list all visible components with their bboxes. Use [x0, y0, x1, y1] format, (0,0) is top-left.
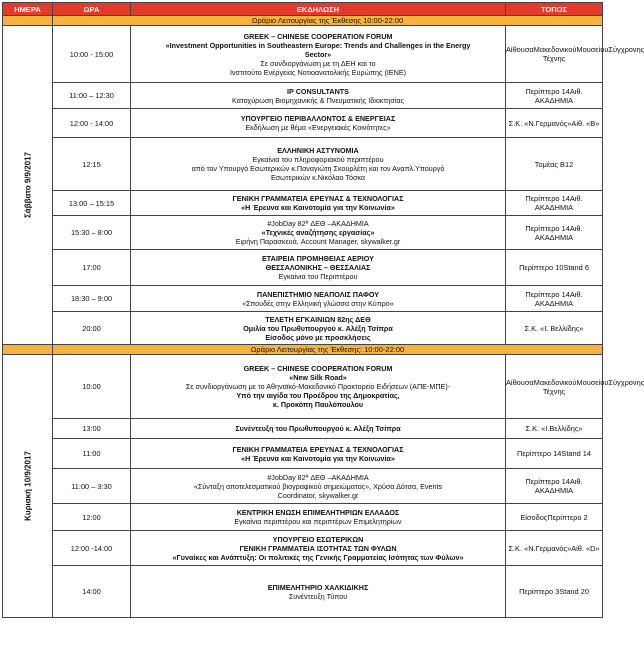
time-cell: 12:15 — [53, 138, 131, 191]
time-cell: 10:00 - 15:00 — [53, 26, 131, 83]
place-cell — [506, 109, 603, 138]
place-line: Μουσείου — [576, 45, 609, 54]
time-cell: 12:00 - 14:00 — [53, 109, 131, 138]
table-row — [3, 469, 603, 504]
place-cell — [506, 286, 603, 312]
place-cell — [506, 419, 603, 439]
time-cell: 18:30 – 9:00 — [53, 286, 131, 312]
place-line: Stand 6 — [563, 263, 589, 272]
header-row — [3, 3, 603, 16]
place-line: Σ.Κ. «Ν.Γερμανός» — [508, 118, 572, 128]
event-line: ΥΠΟΥΡΓΕΙΟ ΠΕΡΙΒΑΛΛΟΝΤΟΣ & ΕΝΕΡΓΕΙΑΣ — [240, 114, 396, 123]
event-cell — [131, 312, 506, 345]
place-line: Περίπτερο 14 — [517, 449, 562, 458]
day-cell — [3, 355, 53, 618]
event-line: Εγκαίνια του Περιπτέρου — [278, 272, 358, 281]
place-line: Stand 14 — [561, 449, 591, 458]
hours-banner: Ωράριο Λειτουργίας της Έκθεσης 10:00-22:00 — [53, 16, 603, 26]
place-cell — [506, 355, 644, 419]
table-row — [3, 504, 603, 531]
event-cell — [131, 286, 506, 312]
place-line: Αιθ. ΑΚΑΔΗΜΙΑ — [534, 289, 583, 308]
place-line: Αιθ. ΑΚΑΔΗΜΙΑ — [534, 223, 583, 242]
event-cell — [131, 504, 506, 531]
event-line: Εκδήλωση με θέμα «Ενεργειακές Κοινότητες» — [245, 123, 391, 132]
day-cell — [3, 26, 53, 345]
time-cell: 15:30 – 8:00 — [53, 216, 131, 250]
table-row — [3, 83, 603, 109]
place-line: Αίθουσα — [506, 45, 534, 54]
place-line: Μακεδονικού — [533, 377, 577, 387]
event-line: Συνέντευξη Τύπου — [288, 591, 348, 601]
event-line: Ινστιτούτο Ενέργειας Νοτιοανατολικής Ευρώπης (ΙΕΝΕ) — [229, 67, 407, 77]
event-cell — [131, 469, 506, 504]
place-line: Αίθ. «Β» — [571, 118, 600, 128]
event-line: «Η Έρευνα και Καινοτομία για την Κοινωνία» — [241, 203, 395, 212]
time-cell: 14:00 — [53, 566, 131, 618]
table-row — [3, 312, 603, 345]
event-line: Υπό την αιγίδα του Προέδρου της Δημοκρατίας, — [236, 391, 400, 400]
place-line: Σύγχρονης Τέχνης — [542, 45, 644, 63]
event-line: Sector» — [304, 49, 332, 59]
place-line: Σ.Κ. «Ι.Βελλίδης» — [525, 424, 583, 433]
time-cell: 13:00 – 15:15 — [53, 191, 131, 216]
event-line: ΘΕΣΣΑΛΟΝΙΚΗΣ – ΘΕΣΣΑΛΙΑΣ — [265, 263, 371, 272]
event-line: Σε συνδιοργάνωση με τη ΔΕΗ και το — [260, 58, 376, 68]
event-line: GREEK – CHINESE COOPERATION FORUM — [243, 364, 393, 373]
hours-banner: Ωράριο Λειτουργίας της Έκθεσης: 10:00-22:00 — [53, 345, 603, 355]
event-cell — [131, 566, 506, 618]
time-cell: 13:00 — [53, 419, 131, 439]
event-cell — [131, 216, 506, 250]
event-line: «New Silk Road» — [289, 373, 347, 382]
time-cell: 12:00 -14:00 — [53, 531, 131, 566]
place-line: Αιθ. ΑΚΑΔΗΜΙΑ — [534, 86, 583, 105]
table-row — [3, 26, 603, 83]
event-line: «Τεχνικές αναζήτησης εργασίας» — [261, 228, 375, 237]
event-cell — [131, 109, 506, 138]
header-event: ΕΚΔΗΛΩΣΗ — [131, 3, 506, 16]
place-line: Περίπτερο 14 — [525, 477, 570, 486]
event-line: ΤΕΛΕΤΗ ΕΓΚΑΙΝΙΩΝ 82ης ΔΕΘ — [265, 314, 371, 324]
event-line: Εγκαίνια περιπτέρου και περιπτέρων Επιμελητηρίων — [234, 517, 402, 526]
place-line: Περίπτερο 10 — [519, 263, 564, 272]
table-row — [3, 216, 603, 250]
place-line: Stand 20 — [559, 587, 589, 596]
hours-banner-row — [3, 16, 603, 26]
event-line: Κατοχύρωση Βιομηχανικής & Πνευματικής Ιδιοκτησίας — [232, 95, 404, 105]
header-place: ΤΟΠΟΣ — [506, 3, 603, 16]
table-row — [3, 566, 603, 618]
table-row — [3, 138, 603, 191]
place-line: Περίπτερο 14 — [525, 194, 570, 203]
event-line: ΠΑΝΕΠΙΣΤΗΜΙΟ ΝΕΑΠΟΛΙΣ ΠΑΦΟΥ — [256, 289, 380, 299]
place-line: Μακεδονικού — [533, 45, 577, 54]
schedule-table — [2, 2, 644, 618]
time-cell: 10:00 — [53, 355, 131, 419]
hours-banner-row — [3, 345, 603, 355]
event-line: Εσωτερικών κ.Νικόλαο Τόσκα — [270, 173, 366, 182]
place-cell — [506, 216, 603, 250]
event-line: κ. Προκόπη Παυλόπουλου — [272, 400, 364, 409]
event-line: Ομιλία του Πρωθυπουργού κ. Αλέξη Τσίπρα — [243, 323, 393, 333]
event-line: «Σύνταξη αποτελεσματικού βιογραφικού σημειώματος», Χρύσα Δότσα, Events — [193, 481, 443, 491]
event-line: Ειρήνη Παρασκευά, Account Manager, skywalker.gr — [235, 237, 401, 246]
event-line: Σε συνδιοργάνωση με το Αθηναϊκό-Μακεδονικό Πρακτορείο Ειδήσεων (ΑΠΕ-ΜΠΕ)- — [185, 382, 451, 391]
place-cell — [506, 191, 603, 216]
place-line: Μουσείου — [576, 377, 609, 387]
event-line: «Γυναίκες και Ανάπτυξη: Οι πολιτικές της Γενικής Γραμματείας Ισότητας των Φύλων» — [172, 552, 464, 562]
event-cell — [131, 26, 506, 83]
place-cell — [506, 250, 603, 286]
place-cell — [506, 469, 603, 504]
table-row — [3, 419, 603, 439]
place-cell — [506, 566, 603, 618]
place-cell — [506, 531, 603, 566]
time-cell: 11:00 – 3:30 — [53, 469, 131, 504]
event-line: ΓΕΝΙΚΗ ΓΡΑΜΜΑΤΕΙΑ ΕΡΕΥΝΑΣ & ΤΕΧΝΟΛΟΓΙΑΣ — [232, 194, 404, 203]
event-line: ΥΠΟΥΡΓΕΙΟ ΕΣΩΤΕΡΙΚΩΝ — [272, 534, 364, 544]
table-row — [3, 531, 603, 566]
event-line: ΚΕΝΤΡΙΚΗ ΕΝΩΣΗ ΕΠΙΜΕΛΗΤΗΡΙΩΝ ΕΛΛΑΔΟΣ — [236, 508, 400, 517]
place-cell — [506, 439, 603, 469]
table-row — [3, 286, 603, 312]
header-day: ΗΜΕΡΑ — [3, 3, 53, 16]
place-cell — [506, 312, 603, 345]
event-line: ΕΛΛΗΝΙΚΗ ΑΣΤΥΝΟΜΙΑ — [277, 146, 359, 155]
event-cell — [131, 531, 506, 566]
time-cell: 20:00 — [53, 312, 131, 345]
event-line: ΕΠΙΜΕΛΗΤΗΡΙΟ ΧΑΛΚΙΔΙΚΗΣ — [267, 582, 369, 592]
place-line: Αίθουσα — [506, 377, 534, 387]
event-line: «Σπουδές στην Ελληνική γλώσσα στην Κύπρο» — [242, 298, 394, 308]
schedule-body — [3, 16, 644, 618]
event-line: Συνέντευξη του Πρωθυπουργού κ. Αλέξη Τσίπρα — [235, 424, 401, 433]
place-cell — [506, 26, 644, 83]
table-row — [3, 191, 603, 216]
table-row — [3, 250, 603, 286]
place-line: Είσοδος — [520, 512, 548, 522]
event-line: ΓΕΝΙΚΗ ΓΡΑΜΜΑΤΕΙΑ ΙΣΟΤΗΤΑΣ ΤΩΝ ΦΥΛΩΝ — [239, 543, 397, 553]
place-cell — [506, 83, 603, 109]
header-time: ΩΡΑ — [53, 3, 131, 16]
day-label: Σάββατο 9/9/2017 — [23, 152, 32, 218]
place-line: Αιθ. ΑΚΑΔΗΜΙΑ — [534, 477, 583, 495]
place-line: Περίπτερο 14 — [525, 223, 570, 233]
place-line: Σ.Κ. «Ι. Βελλίδης» — [524, 323, 584, 333]
event-cell — [131, 83, 506, 109]
time-cell: 11:00 – 12:30 — [53, 83, 131, 109]
place-line: Περίπτερο 14 — [525, 86, 570, 96]
event-cell — [131, 138, 506, 191]
event-line: Είσοδος μόνο με προσκλήσεις — [265, 332, 371, 342]
place-line: Περίπτερο 2 — [547, 512, 588, 522]
place-line: Περίπτερο 3 — [519, 587, 560, 596]
table-row — [3, 355, 603, 419]
event-cell — [131, 250, 506, 286]
time-cell: 12:00 — [53, 504, 131, 531]
event-line: ΕΤΑΙΡΕΙΑ ΠΡΟΜΗΘΕΙΑΣ ΑΕΡΙΟΥ — [262, 254, 374, 263]
event-cell — [131, 191, 506, 216]
event-line: Coordinator, skywalker.gr — [277, 490, 359, 500]
place-line: Αιθ. ΑΚΑΔΗΜΙΑ — [534, 194, 583, 212]
event-line: #JobDay 82ª ΔΕΘ –ΑΚΑΔΗΜΙΑ — [267, 472, 369, 482]
event-cell — [131, 419, 506, 439]
table-row — [3, 109, 603, 138]
event-cell — [131, 355, 506, 419]
event-line: Εγκαίνια του πληροφοριακού περιπτέρου — [252, 155, 384, 164]
place-line: Σ.Κ. «Ν.Γερμανός» — [508, 543, 572, 553]
event-line: IP CONSULTANTS — [287, 86, 349, 96]
event-line: «Η Έρευνα και Καινοτομία για την Κοινωνία» — [241, 453, 395, 463]
time-cell: 11:00 — [53, 439, 131, 469]
place-cell — [506, 504, 603, 531]
event-line: #JobDay 82ª ΔΕΘ –ΑΚΑΔΗΜΙΑ — [267, 219, 369, 228]
event-line: «Investment Opportunities in Southeastern Europe: Trends and Challenges in the Energy — [165, 40, 471, 50]
table-row — [3, 439, 603, 469]
place-line: Σύγχρονης Τέχνης — [542, 377, 644, 396]
time-cell: 17:00 — [53, 250, 131, 286]
place-cell — [506, 138, 603, 191]
event-line: από τον Υπουργό Εσωτερικών κ.Παναγιώτη Σκουρλέτη και τον Αναπλ.Υπουργό — [191, 164, 445, 173]
day-label: Κυριακή 10/9/2017 — [23, 451, 32, 521]
place-line: Τομέας Β12 — [534, 159, 574, 169]
event-line: ΓΕΝΙΚΗ ΓΡΑΜΜΑΤΕΙΑ ΕΡΕΥΝΑΣ & ΤΕΧΝΟΛΟΓΙΑΣ — [232, 444, 404, 454]
event-cell — [131, 439, 506, 469]
event-line: GREEK – CHINESE COOPERATION FORUM — [243, 31, 393, 41]
place-line: Περίπτερο 14 — [525, 289, 570, 299]
place-line: Αίθ. «D» — [571, 543, 600, 553]
